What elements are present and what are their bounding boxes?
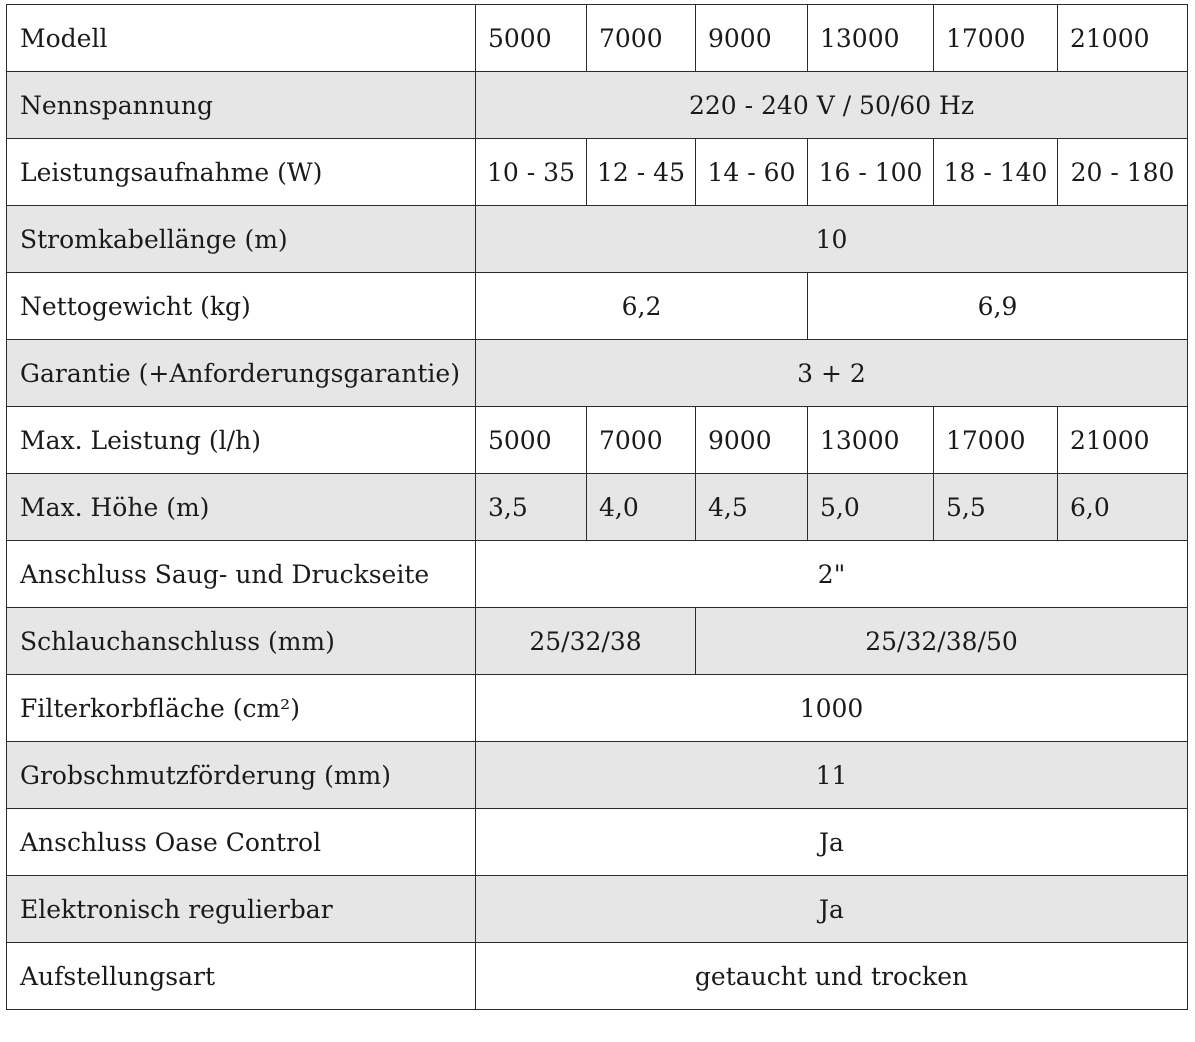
table-row (7, 541, 1188, 608)
value-cell: 6,2 (476, 273, 808, 340)
row-label: Max. Höhe (m) (7, 474, 476, 541)
row-label: Modell (7, 5, 476, 72)
value-cell: 17000 (934, 5, 1058, 72)
value-cell: 13000 (808, 407, 934, 474)
table-row (7, 809, 1188, 876)
value-cell: 3,5 (476, 474, 587, 541)
value-cell: 1000 (476, 675, 1188, 742)
value-cell: 16 - 100 (808, 139, 934, 206)
row-label: Schlauchanschluss (mm) (7, 608, 476, 675)
value-cell: 25/32/38/50 (696, 608, 1188, 675)
value-cell: 21000 (1058, 5, 1188, 72)
row-label: Stromkabellänge (m) (7, 206, 476, 273)
value-cell: 17000 (934, 407, 1058, 474)
value-cell: 9000 (696, 5, 808, 72)
row-label: Nennspannung (7, 72, 476, 139)
value-cell: 10 (476, 206, 1188, 273)
value-cell: 14 - 60 (696, 139, 808, 206)
row-label: Aufstellungsart (7, 943, 476, 1010)
value-cell: 220 - 240 V / 50/60 Hz (476, 72, 1188, 139)
value-cell: 20 - 180 (1058, 139, 1188, 206)
value-cell: 13000 (808, 5, 934, 72)
value-cell: 5,0 (808, 474, 934, 541)
table-row (7, 608, 1188, 675)
row-label: Elektronisch regulierbar (7, 876, 476, 943)
value-cell: 18 - 140 (934, 139, 1058, 206)
value-cell: 5000 (476, 5, 587, 72)
spec-table (6, 4, 1188, 1010)
table-row (7, 206, 1188, 273)
value-cell: 5,5 (934, 474, 1058, 541)
table-row (7, 407, 1188, 474)
table-row (7, 340, 1188, 407)
value-cell: 12 - 45 (587, 139, 696, 206)
value-cell: 4,0 (587, 474, 696, 541)
value-cell: 9000 (696, 407, 808, 474)
row-label: Nettogewicht (kg) (7, 273, 476, 340)
value-cell: 10 - 35 (476, 139, 587, 206)
table-row (7, 273, 1188, 340)
row-label: Leistungsaufnahme (W) (7, 139, 476, 206)
value-cell: 21000 (1058, 407, 1188, 474)
table-row (7, 72, 1188, 139)
value-cell: 2" (476, 541, 1188, 608)
table-row (7, 5, 1188, 72)
value-cell: 6,0 (1058, 474, 1188, 541)
value-cell: 6,9 (808, 273, 1188, 340)
value-cell: Ja (476, 809, 1188, 876)
value-cell: 5000 (476, 407, 587, 474)
table-row (7, 139, 1188, 206)
row-label: Garantie (+Anforderungsgarantie) (7, 340, 476, 407)
table-row (7, 675, 1188, 742)
value-cell: Ja (476, 876, 1188, 943)
value-cell: 7000 (587, 5, 696, 72)
value-cell: 3 + 2 (476, 340, 1188, 407)
value-cell: 4,5 (696, 474, 808, 541)
row-label: Filterkorbfläche (cm²) (7, 675, 476, 742)
table-row (7, 474, 1188, 541)
table-row (7, 876, 1188, 943)
value-cell: 25/32/38 (476, 608, 696, 675)
row-label: Grobschmutzförderung (mm) (7, 742, 476, 809)
row-label: Anschluss Saug- und Druckseite (7, 541, 476, 608)
table-row (7, 742, 1188, 809)
value-cell: 7000 (587, 407, 696, 474)
row-label: Max. Leistung (l/h) (7, 407, 476, 474)
spec-table-body (7, 5, 1188, 1010)
table-row (7, 943, 1188, 1010)
value-cell: getaucht und trocken (476, 943, 1188, 1010)
value-cell: 11 (476, 742, 1188, 809)
row-label: Anschluss Oase Control (7, 809, 476, 876)
